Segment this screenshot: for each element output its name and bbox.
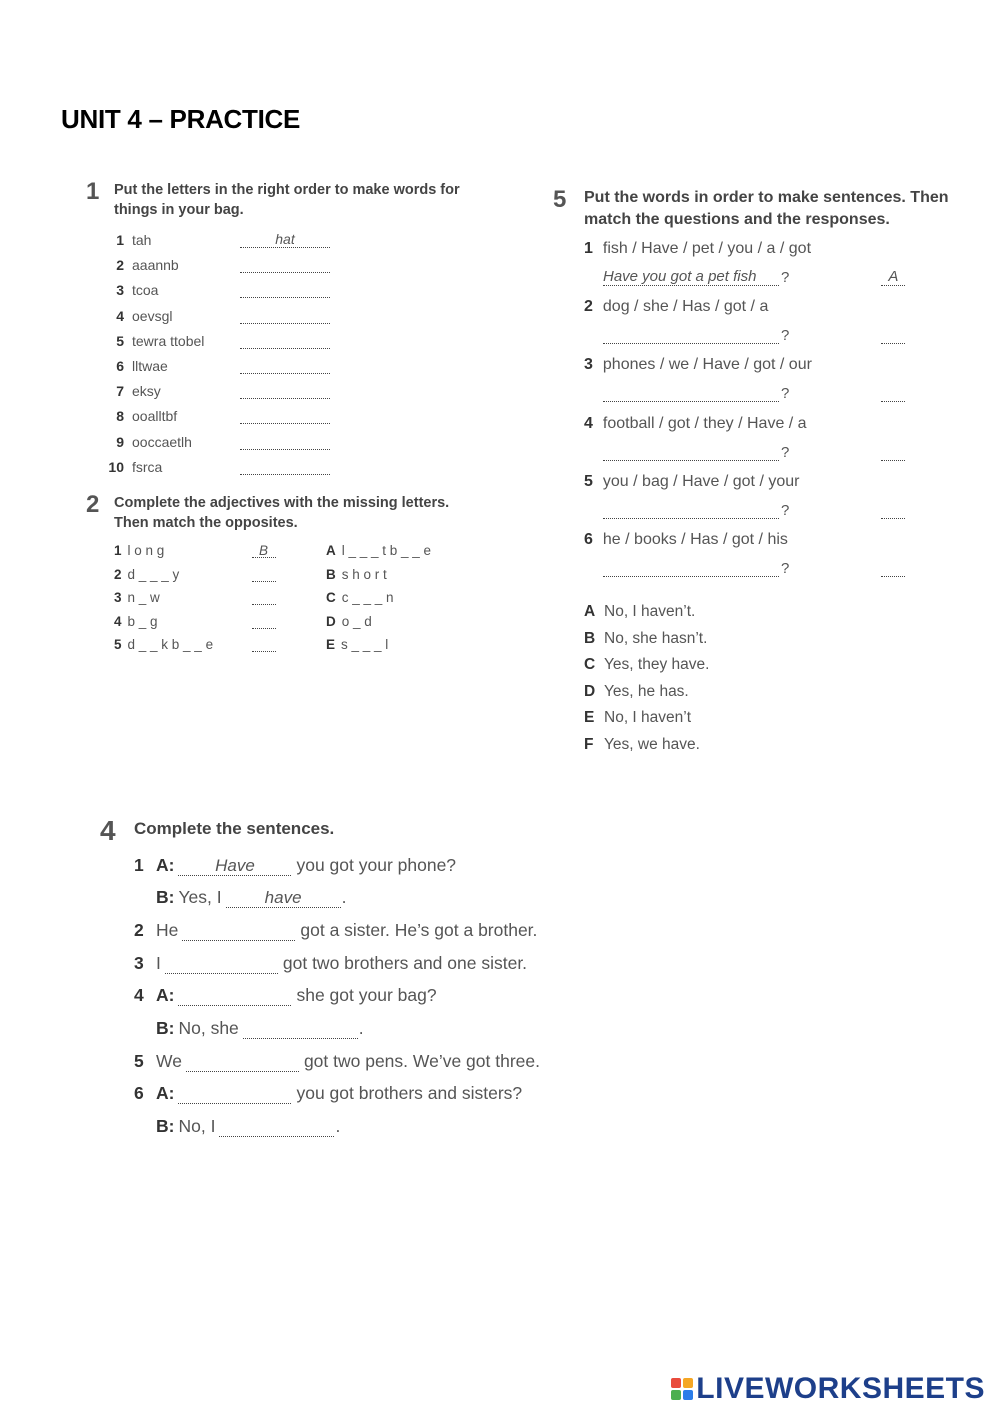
sentence-end: got two pens. We’ve got three.: [303, 1051, 540, 1071]
answer-field[interactable]: [240, 357, 330, 374]
answer-field[interactable]: [243, 1019, 358, 1039]
item-number: 6: [116, 358, 124, 374]
page-title: UNIT 4 – PRACTICE: [61, 104, 301, 134]
liveworksheets-logo-icon: [671, 1378, 693, 1400]
list-item: [326, 543, 431, 558]
adjective-opposite: o _ d: [341, 613, 372, 629]
speaker-label: B:: [156, 1018, 175, 1038]
response-match-field[interactable]: A: [881, 268, 905, 286]
word-prompt: football / got / they / Have / a: [602, 414, 807, 432]
list-item: [114, 543, 276, 558]
response-item: [584, 656, 709, 674]
list-item: [104, 382, 330, 399]
speaker-label: A:: [156, 985, 175, 1005]
sentence-end: .: [341, 887, 347, 907]
speaker-label: A:: [156, 855, 175, 875]
sentence-end: got a sister. He’s got a brother.: [300, 920, 538, 940]
scrambled-word: tewra ttobel: [132, 332, 205, 349]
match-field[interactable]: [252, 614, 276, 629]
answer-field[interactable]: [178, 986, 291, 1006]
match-field[interactable]: [252, 637, 276, 652]
item-number: 3: [584, 356, 593, 374]
list-item: [114, 614, 276, 629]
item-number: 4: [114, 613, 122, 629]
response-match-field[interactable]: [881, 384, 905, 402]
list-item: [584, 415, 807, 433]
answer-field[interactable]: [186, 1052, 299, 1072]
item-number: 1: [584, 240, 593, 257]
list-item: [584, 531, 788, 549]
list-item: [326, 567, 387, 582]
answer-field[interactable]: [165, 954, 278, 974]
sentence-start: No, I: [178, 1116, 216, 1136]
option-letter: B: [326, 566, 336, 582]
adjective: b _ g: [127, 613, 158, 629]
list-item: [584, 298, 768, 316]
item-number: 3: [134, 953, 144, 973]
sentence-end: she got your bag?: [296, 985, 437, 1005]
exercise-4-instruction: Complete the sentences.: [134, 819, 335, 838]
answer-field[interactable]: [178, 1084, 291, 1104]
sentence-start: Yes, I: [178, 887, 222, 907]
answer-field[interactable]: [182, 921, 295, 941]
answer-field[interactable]: have: [226, 888, 341, 908]
liveworksheets-logo: [671, 1372, 985, 1406]
item-number: 3: [114, 590, 122, 605]
list-item: [104, 433, 330, 450]
answer-field[interactable]: [240, 256, 330, 273]
response-item: [584, 603, 695, 621]
adjective-opposite: c _ _ _ n: [341, 590, 394, 605]
exercise-2-number: 2: [86, 491, 100, 518]
response-letter: A: [584, 603, 596, 620]
scrambled-word: eksy: [132, 383, 161, 400]
sentence-line: [134, 953, 527, 974]
item-number: 4: [116, 307, 124, 324]
sentence-answer-field[interactable]: [603, 501, 779, 519]
response-match-field[interactable]: [881, 559, 905, 577]
list-item: [584, 240, 811, 258]
answer-line: [603, 384, 905, 402]
answer-field[interactable]: [240, 332, 330, 349]
instruction-line: Put the letters in the right order to make words for: [114, 182, 460, 198]
response-match-field[interactable]: [881, 326, 905, 344]
response-text: Yes, we have.: [604, 736, 700, 753]
sentence-line: [134, 855, 456, 876]
item-number: 5: [116, 332, 124, 349]
adjective-opposite: s _ _ _ l: [341, 637, 389, 652]
list-item: [104, 307, 330, 324]
response-item: [584, 683, 689, 701]
sentence-answer-field[interactable]: [603, 326, 779, 344]
sentence-answer-field[interactable]: [603, 443, 779, 461]
list-item: [114, 567, 276, 582]
response-match-field[interactable]: [881, 501, 905, 519]
sentence-line: [134, 1083, 522, 1104]
logo-square: [671, 1378, 681, 1388]
sentence-start: I: [156, 953, 161, 973]
item-number: 5: [134, 1051, 144, 1071]
word-prompt: phones / we / Have / got / our: [602, 356, 812, 374]
item-number: 6: [584, 531, 593, 548]
question-mark: ?: [781, 501, 790, 519]
sentence-answer-field[interactable]: [603, 384, 779, 402]
response-letter: F: [584, 736, 594, 753]
instruction-line: Complete the adjectives with the missing letters.: [114, 495, 450, 511]
scrambled-word: ooalltbf: [132, 408, 178, 425]
item-number: 1: [114, 543, 122, 558]
sentence-line: [134, 920, 537, 941]
list-item: [104, 357, 330, 374]
item-number: 1: [134, 855, 144, 875]
exercise-2-instruction: [114, 493, 449, 533]
scrambled-word: lltwae: [132, 358, 168, 374]
answer-line: [603, 268, 905, 286]
list-item: [104, 256, 330, 273]
list-item: [326, 614, 372, 629]
logo-square: [683, 1390, 693, 1400]
logo-text: LIVEWORKSHEETS: [696, 1372, 985, 1405]
sentence-end: you got your phone?: [296, 855, 457, 875]
list-item: [104, 231, 330, 248]
response-item: [584, 709, 691, 727]
scrambled-word: fsrca: [132, 458, 163, 475]
list-item: [104, 281, 330, 298]
response-match-field[interactable]: [881, 443, 905, 461]
response-letter: D: [584, 682, 596, 700]
answer-field[interactable]: [240, 382, 330, 399]
answer-field[interactable]: [240, 407, 330, 424]
option-letter: E: [326, 637, 336, 652]
match-field[interactable]: [252, 567, 276, 582]
response-item: [584, 736, 700, 754]
response-letter: E: [584, 709, 595, 727]
item-number: 2: [114, 566, 122, 582]
question-mark: ?: [781, 443, 790, 461]
question-mark: ?: [781, 269, 790, 286]
item-number: 4: [584, 414, 593, 432]
adjective-opposite: l _ _ _ t b _ _ e: [341, 543, 432, 558]
instruction-line: Put the words in order to make sentences. Then: [584, 189, 949, 206]
item-number: 2: [116, 257, 124, 274]
sentence-start: No, she: [178, 1018, 239, 1038]
list-item: [114, 637, 276, 652]
item-number: 1: [116, 232, 124, 248]
response-text: Yes, he has.: [604, 682, 689, 700]
item-number: 2: [134, 920, 144, 940]
sentence-start: We: [156, 1051, 182, 1071]
adjective: d _ _ k b _ _ e: [127, 637, 214, 652]
question-mark: ?: [781, 560, 790, 577]
sentence-line: [134, 985, 437, 1006]
scrambled-word: aaannb: [132, 257, 179, 274]
scrambled-word: ooccaetlh: [132, 433, 192, 450]
sentence-start: He: [156, 920, 179, 940]
list-item: [326, 590, 394, 605]
scrambled-word: tah: [132, 232, 152, 248]
exercise-1-number: 1: [86, 178, 100, 205]
answer-field[interactable]: [240, 458, 330, 475]
question-mark: ?: [781, 385, 790, 403]
speaker-label: A:: [156, 1083, 175, 1103]
option-letter: D: [326, 613, 336, 629]
scrambled-word: oevsgl: [132, 307, 173, 324]
question-mark: ?: [781, 327, 790, 345]
response-text: No, I haven’t.: [604, 603, 696, 620]
match-field[interactable]: [252, 590, 276, 605]
list-item: [584, 473, 799, 491]
answer-field[interactable]: [240, 307, 330, 324]
instruction-line: Then match the opposites.: [114, 515, 298, 531]
response-text: Yes, they have.: [604, 656, 710, 674]
answer-line: [603, 443, 905, 461]
response-text: No, I haven’t: [604, 709, 692, 727]
list-item: [104, 458, 330, 475]
answer-field[interactable]: Have: [178, 856, 291, 876]
response-text: No, she hasn’t.: [604, 629, 708, 647]
sentence-answer-field[interactable]: [603, 559, 779, 577]
answer-line: [603, 501, 905, 519]
response-letter: C: [584, 656, 596, 674]
answer-field[interactable]: hat: [240, 231, 330, 248]
sentence-end: you got brothers and sisters?: [296, 1083, 523, 1103]
scrambled-word: tcoa: [132, 282, 159, 299]
item-number: 5: [114, 637, 122, 652]
list-item: [114, 590, 276, 605]
sentence-end: got two brothers and one sister.: [282, 953, 528, 973]
sentence-line: [134, 1018, 364, 1039]
adjective-opposite: s h o r t: [341, 566, 387, 582]
exercise-1-instruction: [114, 180, 460, 220]
list-item: [104, 407, 330, 424]
sentence-end: .: [335, 1116, 341, 1136]
adjective: l o n g: [127, 543, 165, 558]
exercise-4-number: 4: [100, 815, 116, 846]
answer-field[interactable]: [219, 1117, 334, 1137]
list-item: [326, 637, 388, 652]
item-number: 10: [108, 458, 124, 475]
item-number: 2: [584, 298, 593, 316]
instruction-line: match the questions and the responses.: [584, 211, 890, 228]
logo-square: [671, 1390, 681, 1400]
list-item: [104, 332, 330, 349]
item-number: 6: [134, 1083, 144, 1103]
sentence-line: [134, 887, 346, 908]
word-prompt: dog / she / Has / got / a: [602, 298, 769, 316]
option-letter: C: [326, 590, 336, 605]
sentence-line: [134, 1051, 540, 1072]
word-prompt: he / books / Has / got / his: [602, 531, 788, 548]
response-item: [584, 630, 707, 648]
item-number: 4: [134, 985, 144, 1005]
item-number: 3: [116, 282, 124, 299]
answer-field[interactable]: [240, 433, 330, 450]
adjective: d _ _ _ y: [127, 566, 180, 582]
exercise-5-instruction: [584, 187, 949, 231]
word-prompt: you / bag / Have / got / your: [602, 472, 800, 490]
logo-square: [683, 1378, 693, 1388]
adjective: n _ w: [127, 590, 160, 605]
item-number: 9: [116, 433, 124, 450]
speaker-label: B:: [156, 1116, 175, 1136]
item-number: 7: [116, 383, 124, 400]
exercise-5-number: 5: [553, 186, 567, 213]
option-letter: A: [326, 543, 336, 558]
response-letter: B: [584, 629, 596, 647]
item-number: 5: [584, 472, 593, 490]
match-field[interactable]: B: [252, 543, 276, 558]
sentence-answer-field[interactable]: Have you got a pet fish: [603, 268, 779, 286]
sentence-end: .: [358, 1018, 364, 1038]
answer-line: [603, 326, 905, 344]
sentence-line: [134, 1116, 340, 1137]
item-number: 8: [116, 408, 124, 425]
speaker-label: B:: [156, 887, 175, 907]
word-prompt: fish / Have / pet / you / a / got: [602, 240, 812, 257]
answer-field[interactable]: [240, 281, 330, 298]
answer-line: [603, 559, 905, 577]
list-item: [584, 356, 812, 374]
instruction-line: things in your bag.: [114, 202, 244, 218]
